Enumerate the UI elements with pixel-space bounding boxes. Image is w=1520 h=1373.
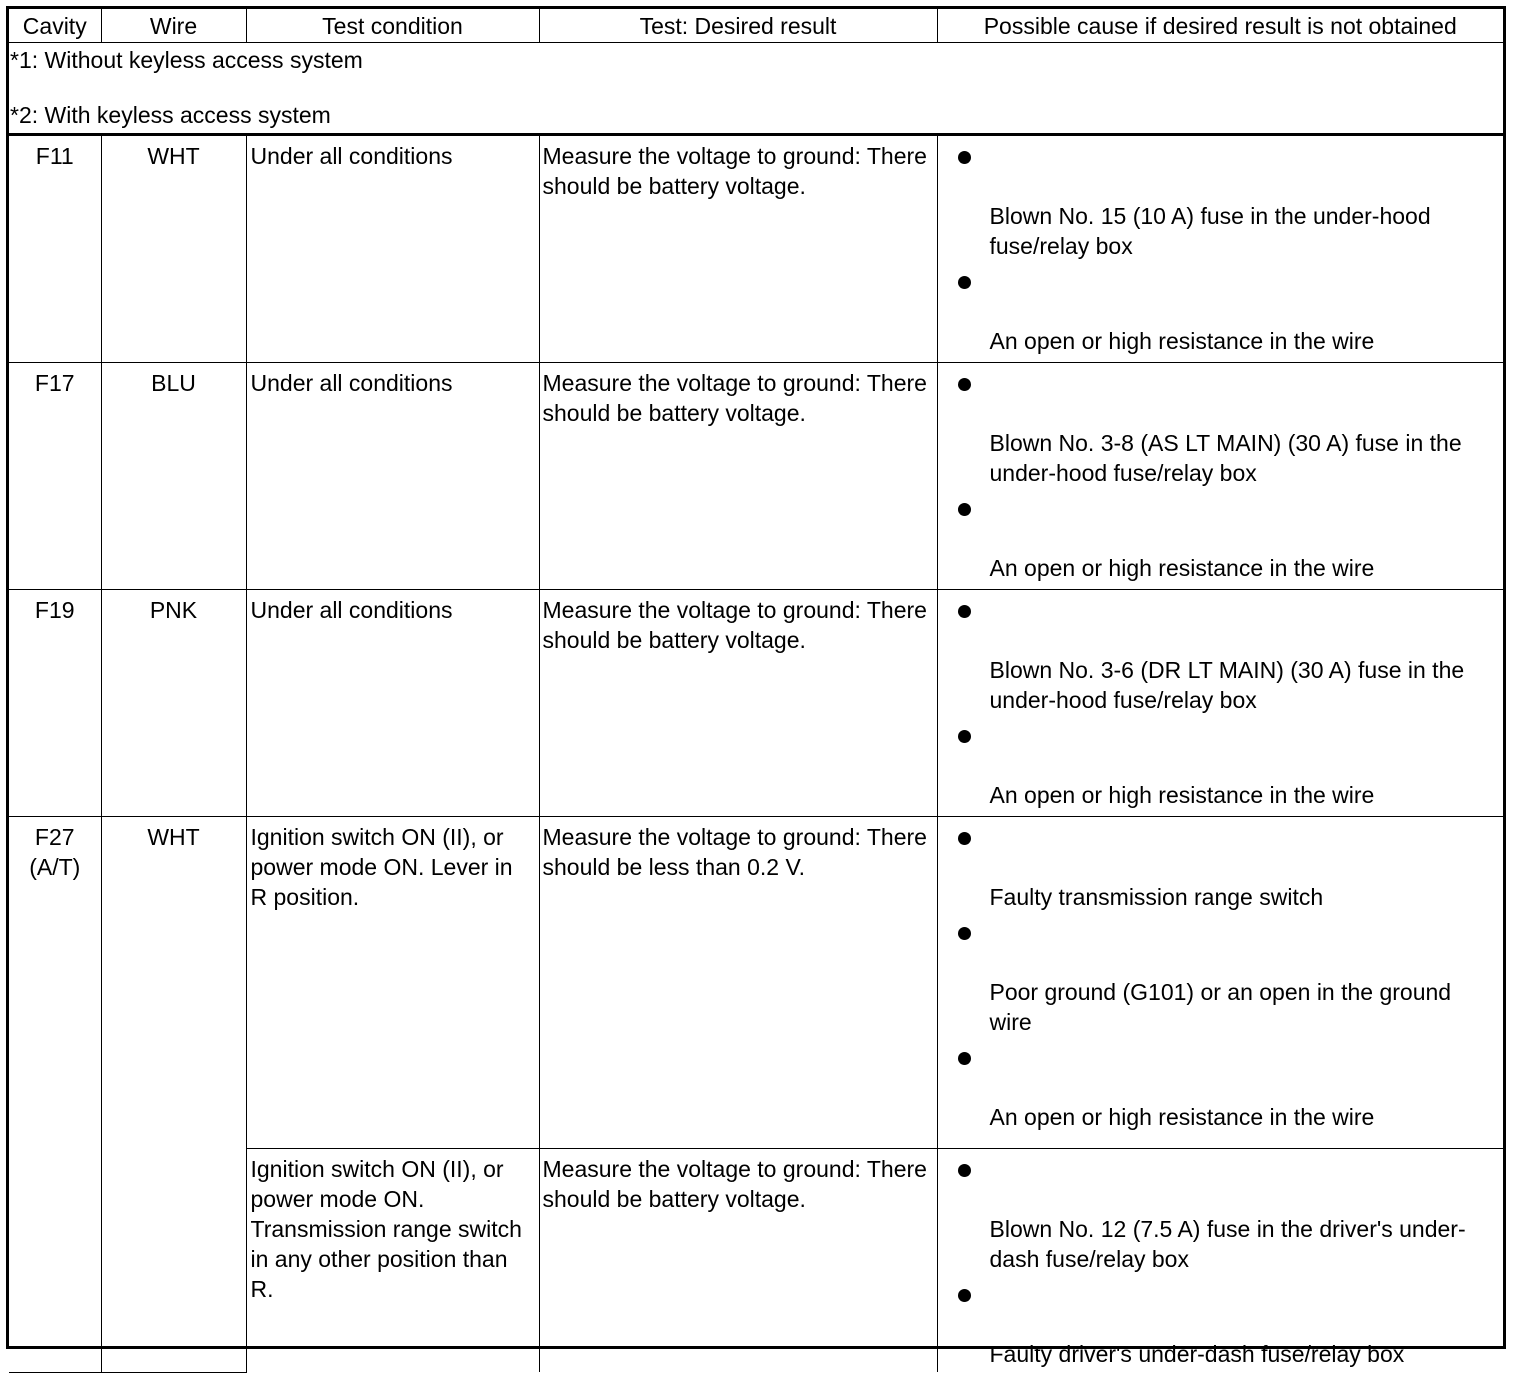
- wire-cell: WHT: [101, 135, 246, 363]
- bullet-icon: [958, 832, 971, 845]
- header-test-condition: Test condition: [246, 9, 539, 43]
- bullet-icon: [958, 605, 971, 618]
- header-cavity: Cavity: [9, 9, 101, 43]
- cause-text: An open or high resistance in the wire: [989, 555, 1375, 581]
- possible-cause-cell: [937, 135, 1503, 363]
- note-2: *2: With keyless access system: [10, 102, 331, 128]
- possible-cause-cell: [937, 817, 1503, 1149]
- cause-text: Blown No. 12 (7.5 A) fuse in the driver's under-dash fuse/relay box: [989, 1216, 1466, 1272]
- cause-text: Blown No. 3-6 (DR LT MAIN) (30 A) fuse in the under-hood fuse/relay box: [989, 657, 1465, 713]
- cavity-cell: [9, 135, 101, 363]
- cause-text: An open or high resistance in the wire: [989, 328, 1375, 354]
- wire-cell: WHT: [101, 817, 246, 1373]
- desired-result-cell: Measure the voltage to ground: There should be battery voltage.: [539, 363, 937, 590]
- test-condition-cell: Under all conditions: [246, 363, 539, 590]
- connector-test-table: [6, 6, 1506, 1367]
- notes-cell: [9, 43, 1503, 135]
- table-row: [9, 363, 1503, 590]
- cavity-cell: [9, 590, 101, 817]
- desired-result-cell: Measure the voltage to ground: There should be battery voltage.: [539, 135, 937, 363]
- possible-cause-cell: [937, 590, 1503, 817]
- table-row: [9, 590, 1503, 817]
- cavity-label: F19: [34, 597, 75, 623]
- cause-text: Faulty transmission range switch: [989, 884, 1324, 910]
- table-row: [9, 135, 1503, 363]
- header-desired-result: Test: Desired result: [539, 9, 937, 43]
- bullet-icon: [958, 378, 971, 391]
- cause-text: An open or high resistance in the wire: [989, 782, 1375, 808]
- bullet-icon: [958, 927, 971, 940]
- desired-result-cell: Measure the voltage to ground: There should be less than 0.2 V.: [539, 817, 937, 1149]
- test-condition-cell: Ignition switch ON (II), or power mode ON. Transmission range switch in any other position than R.: [246, 1149, 539, 1373]
- cavity-sub-label: (A/T): [29, 854, 81, 880]
- cause-text: An open or high resistance in the wire: [989, 1104, 1375, 1130]
- bullet-icon: [958, 1052, 971, 1065]
- possible-cause-cell: [937, 1149, 1503, 1373]
- bullet-icon: [958, 503, 971, 516]
- header-possible-cause: Possible cause if desired result is not obtained: [937, 9, 1503, 43]
- cavity-label: F11: [35, 143, 74, 169]
- cavity-label: F17: [34, 370, 75, 396]
- test-condition-cell: Under all conditions: [246, 590, 539, 817]
- test-table: [9, 9, 1503, 1373]
- possible-cause-cell: [937, 363, 1503, 590]
- table-row: [9, 817, 1503, 1149]
- notes-row: [9, 43, 1503, 135]
- cause-text: Faulty driver's under-dash fuse/relay box: [989, 1341, 1405, 1367]
- wire-cell: BLU: [101, 363, 246, 590]
- bullet-icon: [958, 276, 971, 289]
- wire-cell: PNK: [101, 590, 246, 817]
- test-condition-cell: Ignition switch ON (II), or power mode ON. Lever in R position.: [246, 817, 539, 1149]
- cavity-cell: [9, 817, 101, 1373]
- cause-text: Blown No. 15 (10 A) fuse in the under-hood fuse/relay box: [989, 203, 1431, 259]
- cavity-cell: [9, 363, 101, 590]
- desired-result-cell: Measure the voltage to ground: There should be battery voltage.: [539, 1149, 937, 1373]
- bullet-icon: [958, 730, 971, 743]
- header-wire: Wire: [101, 9, 246, 43]
- cavity-label: F27: [34, 824, 75, 850]
- bullet-icon: [958, 151, 971, 164]
- header-row: [9, 9, 1503, 43]
- cause-text: Blown No. 3-8 (AS LT MAIN) (30 A) fuse in the under-hood fuse/relay box: [989, 430, 1462, 486]
- cause-text: Poor ground (G101) or an open in the ground wire: [989, 979, 1452, 1035]
- note-1: *1: Without keyless access system: [10, 47, 363, 73]
- desired-result-cell: Measure the voltage to ground: There should be battery voltage.: [539, 590, 937, 817]
- bullet-icon: [958, 1164, 971, 1177]
- test-condition-cell: Under all conditions: [246, 135, 539, 363]
- bullet-icon: [958, 1289, 971, 1302]
